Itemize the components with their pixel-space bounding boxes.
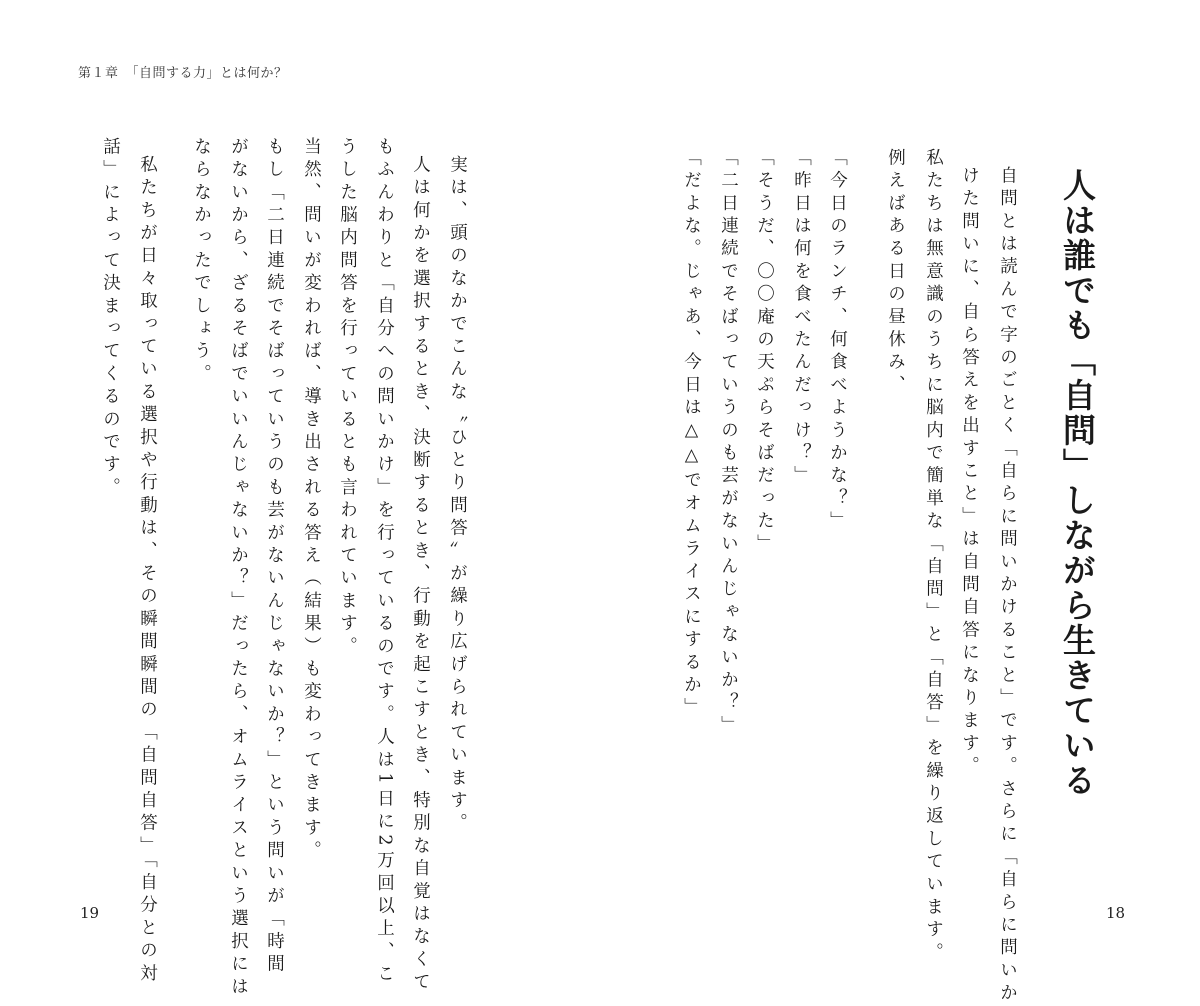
body-line: 私たちが日々取っている選択や行動は、その瞬間瞬間の「自問自答」「自分との対 xyxy=(137,155,158,987)
body-line: もし「二日連続でそばっていうのも芸がないんじゃないか？」という問いが「時間 xyxy=(264,137,285,977)
body-line: うした脳内問答を行っているとも言われています。 xyxy=(337,137,358,660)
body-line: 話」によって決まってくるのです。 xyxy=(100,137,121,501)
section-heading: 人は誰でも「自問」しながら生きている xyxy=(1058,168,1097,798)
page-number-left: 19 xyxy=(80,904,100,922)
dialogue-line: 「昨日は何を食べたんだっけ？」 xyxy=(791,148,812,489)
dialogue-line: 「二日連続でそばっていうのも芸がないんじゃないか？」 xyxy=(718,148,739,739)
page-number-right: 18 xyxy=(1106,904,1126,922)
body-line: 自問とは読んで字のごとく「自らに問いかけること」です。さらに「自らに問いか xyxy=(997,166,1018,1006)
body-line: ならなかったでしょう。 xyxy=(191,137,212,387)
body-line: 当然、問いが変われば、導き出される答え（結果）も変わってきます。 xyxy=(301,137,322,864)
body-line: 人は何かを選択するとき、決断するとき、行動を起こすとき、特別な自覚はなくて xyxy=(410,155,431,995)
body-line: もふんわりと「自分への問いかけ」を行っているのです。人は1日に2万回以上、こ xyxy=(374,137,395,987)
body-line: けた問いに、自ら答えを出すこと」は自問自答になります。 xyxy=(959,166,980,779)
dialogue-line: 「今日のランチ、何食べようかな？」 xyxy=(827,148,848,534)
running-head: 第１章 「自問する力」とは何か？ xyxy=(78,66,288,81)
body-line: 実は、頭のなかでこんな〝ひとり問答〟が繰り広げられています。 xyxy=(447,155,468,836)
body-line: 例えばある日の昼休み、 xyxy=(885,148,906,398)
body-line: がないから、ざるそばでいいんじゃないか？」だったら、オムライスという選択には xyxy=(228,137,249,1000)
dialogue-line: 「そうだ、〇〇庵の天ぷらそばだった」 xyxy=(754,148,775,557)
dialogue-line: 「だよな。じゃあ、今日は△△でオムライスにするか」 xyxy=(681,148,702,721)
body-line: 私たちは無意識のうちに脳内で簡単な「自問」と「自答」を繰り返しています。 xyxy=(923,148,944,966)
